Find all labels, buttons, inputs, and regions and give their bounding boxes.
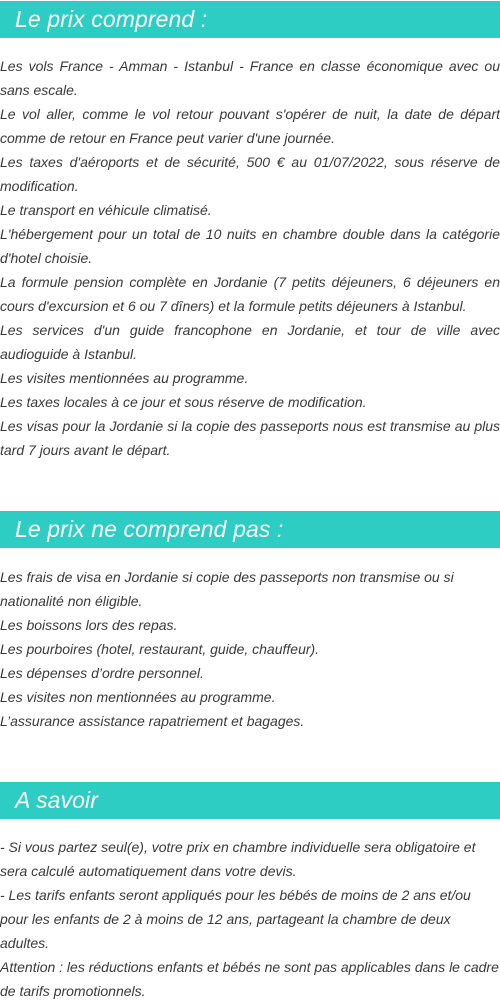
list-item: L'hébergement pour un total de 10 nuits en chambre double dans la catégorie d'hotel choisie. <box>0 226 500 266</box>
list-item: Les services d'un guide francophone en Jordanie, et tour de ville avec audioguide à Istanbul. <box>0 322 500 362</box>
section-header-good-to-know <box>0 782 500 819</box>
section-title: Le prix comprend : <box>15 6 208 32</box>
section-header-price-includes <box>0 1 500 38</box>
list-item: La formule pension complète en Jordanie (7 petits déjeuners, 6 déjeuners en cours d'excursion et 6 ou 7 dîners) et la formule petits déjeuners à Istanbul. <box>0 274 500 314</box>
list-item: - Les tarifs enfants seront appliqués pour les bébés de moins de 2 ans et/ou pour les enfants de 2 à moins de 12 ans, partageant la chambre de deux adultes. <box>0 887 471 951</box>
list-item: Les visites non mentionnées au programme. <box>0 689 276 705</box>
section-header-price-excludes <box>0 511 500 548</box>
section-title: Le prix ne comprend pas : <box>15 516 284 542</box>
section-title: A savoir <box>15 787 99 813</box>
list-item: Les pourboires (hotel, restaurant, guide, chauffeur). <box>0 641 320 657</box>
price-excludes-list <box>0 565 500 733</box>
list-item: - Si vous partez seul(e), votre prix en chambre individuelle sera obligatoire et sera calculé automatiquement dans votre devis. <box>0 839 476 879</box>
list-item: Les taxes locales à ce jour et sous réserve de modification. <box>0 394 367 410</box>
list-item: Les frais de visa en Jordanie si copie des passeports non transmise ou si nationalité non éligible. <box>0 569 454 609</box>
list-item: Les vols France - Amman - Istanbul - France en classe économique avec ou sans escale. <box>0 58 500 98</box>
list-item: Les dépenses d’ordre personnel. <box>0 665 204 681</box>
list-item: Les boissons lors des repas. <box>0 617 178 633</box>
list-item: Les taxes d'aéroports et de sécurité, 500 € au 01/07/2022, sous réserve de modification. <box>0 154 500 194</box>
list-item: Attention : les réductions enfants et bébés ne sont pas applicables dans le cadre de tarifs promotionnels. <box>0 959 499 999</box>
price-includes-list <box>0 54 500 462</box>
list-item: Les visas pour la Jordanie si la copie des passeports nous est transmise au plus tard 7 jours avant le départ. <box>0 418 500 458</box>
list-item: L’assurance assistance rapatriement et bagages. <box>0 713 305 729</box>
list-item: Le transport en véhicule climatisé. <box>0 202 212 218</box>
good-to-know-list <box>0 835 500 1003</box>
list-item: Les visites mentionnées au programme. <box>0 370 249 386</box>
list-item: Le vol aller, comme le vol retour pouvant s'opérer de nuit, la date de départ comme de retour en France peut varier d'une journée. <box>0 106 500 146</box>
